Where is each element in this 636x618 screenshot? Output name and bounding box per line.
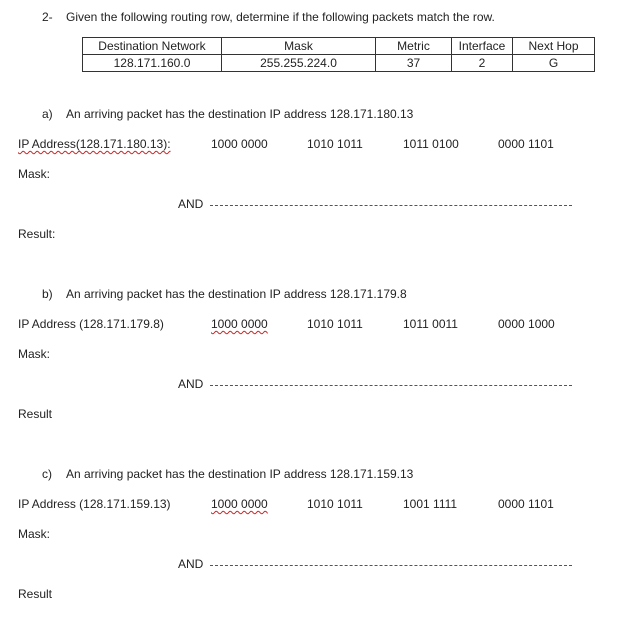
part-c-result-label: Result	[18, 587, 53, 601]
header-mask: Mask	[222, 38, 376, 55]
part-b-prompt: An arriving packet has the destination IP address 128.171.179.8	[66, 287, 407, 301]
part-c-mask-label: Mask:	[18, 527, 51, 541]
part-c-octet-1: 1000 0000	[211, 497, 268, 511]
header-destination-network: Destination Network	[83, 38, 222, 55]
part-b-octet-3: 1011 0011	[403, 317, 458, 331]
part-a-octet-3: 1011 0100	[403, 137, 459, 151]
part-b-octet-4: 0000 1000	[498, 317, 555, 331]
routing-table-header-row	[83, 38, 595, 55]
part-a-and-line	[210, 205, 572, 206]
part-a-octet-2: 1010 1011	[307, 137, 363, 151]
cell-metric: 37	[376, 55, 452, 72]
part-c-octet-4: 0000 1101	[498, 497, 554, 511]
part-b-and-label: AND	[178, 377, 204, 391]
part-c-letter: c)	[42, 467, 52, 481]
part-c-octet-3: 1001 1111	[403, 497, 458, 511]
header-metric: Metric	[376, 38, 452, 55]
part-c-octet-2: 1010 1011	[307, 497, 363, 511]
part-a-prompt: An arriving packet has the destination IP address 128.171.180.13	[66, 107, 414, 121]
part-b-octet-2: 1010 1011	[307, 317, 363, 331]
part-b-octet-1: 1000 0000	[211, 317, 268, 331]
header-next-hop: Next Hop	[513, 38, 595, 55]
part-b-and-line	[210, 385, 572, 386]
part-b-result-label: Result	[18, 407, 53, 421]
part-b-letter: b)	[42, 287, 53, 301]
routing-table-data-row	[83, 55, 595, 72]
part-b-ip-label: IP Address (128.171.179.8)	[18, 317, 164, 331]
routing-table	[82, 37, 595, 72]
part-a-and-label: AND	[178, 197, 204, 211]
part-c-and-line	[210, 565, 572, 566]
part-a-octet-1: 1000 0000	[211, 137, 268, 151]
part-a-mask-label: Mask:	[18, 167, 51, 181]
part-b-mask-label: Mask:	[18, 347, 51, 361]
question-text: Given the following routing row, determine if the following packets match the row.	[66, 10, 495, 24]
part-a-octet-4: 0000 1101	[498, 137, 554, 151]
part-a-ip-label: IP Address(128.171.180.13):	[18, 137, 171, 151]
question-number: 2-	[42, 10, 53, 24]
part-c-and-label: AND	[178, 557, 204, 571]
cell-next-hop: G	[513, 55, 595, 72]
cell-interface: 2	[452, 55, 513, 72]
cell-mask: 255.255.224.0	[222, 55, 376, 72]
part-a-result-label: Result:	[18, 227, 56, 241]
header-interface: Interface	[452, 38, 513, 55]
part-c-prompt: An arriving packet has the destination IP address 128.171.159.13	[66, 467, 414, 481]
part-a-letter: a)	[42, 107, 53, 121]
part-c-ip-label: IP Address (128.171.159.13)	[18, 497, 171, 511]
cell-destination-network: 128.171.160.0	[83, 55, 222, 72]
